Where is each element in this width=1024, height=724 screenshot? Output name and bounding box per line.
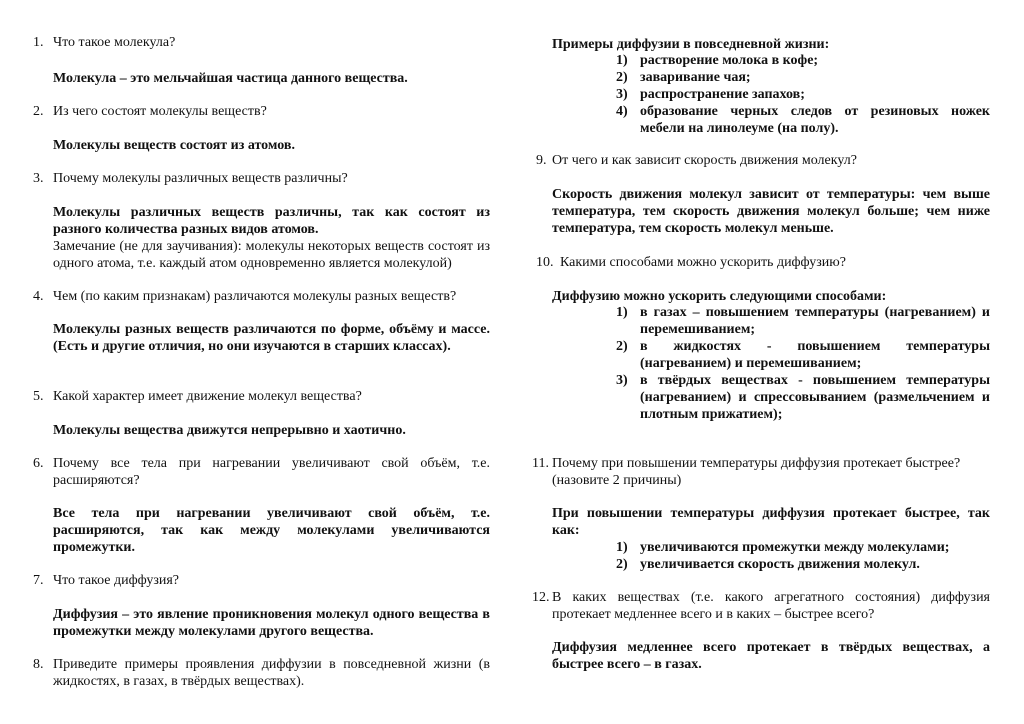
item-number: 2) — [616, 339, 628, 354]
item-text: растворение молока в кофе; — [640, 53, 819, 68]
answer-10-heading: Диффузию можно ускорить следующими способами: — [552, 289, 887, 304]
item-text: заваривание чая; — [640, 70, 751, 85]
answer-4: Молекулы разных веществ различаются по форме, объёму и массе. (Есть и другие отличия, но они изучаются в старших классах). — [53, 322, 490, 354]
item-text: увеличивается скорость движения молекул. — [640, 557, 920, 572]
answer-7: Диффузия – это явление проникновения молекул одного вещества в промежутки между молекулами другого вещества. — [53, 607, 490, 639]
examples-item-1 — [616, 52, 990, 69]
answer-1: Молекула – это мельчайшая частица данного вещества. — [53, 71, 408, 86]
question-text: Из чего состоят молекулы веществ? — [53, 104, 267, 119]
question-number: 6. — [33, 456, 44, 471]
note-3: Замечание (не для заучивания): молекулы некоторых веществ состоят из одного атома, т.е. каждый атом одновременно является молекулой) — [53, 239, 490, 271]
answer-10-item-2 — [616, 338, 990, 372]
examples-heading: Примеры диффузии в повседневной жизни: — [552, 37, 830, 52]
item-number: 1) — [616, 53, 628, 68]
answer-6: Все тела при нагревании увеличивают свой объём, т.е. расширяются, так как между молекулами увеличиваются промежутки. — [53, 506, 490, 555]
examples-item-4 — [616, 103, 990, 137]
item-text: в жидкостях - повышением температуры (нагреванием) и перемешиванием; — [640, 339, 990, 371]
question-number: 5. — [33, 389, 44, 404]
question-text: Чем (по каким признакам) различаются молекулы разных веществ? — [53, 289, 457, 304]
examples-item-2 — [616, 69, 990, 86]
question-text: Что такое молекула? — [53, 35, 176, 50]
question-6 — [33, 455, 490, 489]
question-number: 8. — [33, 657, 44, 672]
answer-11-heading: При повышении температуры диффузия протекает быстрее, так как: — [552, 506, 990, 538]
item-number: 3) — [616, 373, 628, 388]
item-text: в твёрдых веществах - повышением температуры (нагреванием) и спрессовыванием (размельчением и плотным прижатием); — [640, 373, 990, 422]
item-text: в газах – повышением температуры (нагреванием) и перемешиванием; — [640, 305, 990, 337]
question-text: Почему все тела при нагревании увеличивают свой объём, т.е. расширяются? — [53, 456, 490, 488]
question-text: Почему при повышении температуры диффузия протекает быстрее? (назовите 2 причины) — [552, 456, 961, 488]
question-number: 9. — [536, 153, 547, 168]
question-text: Какими способами можно ускорить диффузию? — [560, 255, 846, 270]
answer-11-item-1 — [616, 539, 990, 556]
question-number: 4. — [33, 289, 44, 304]
item-number: 4) — [616, 104, 628, 119]
question-8 — [33, 656, 490, 690]
question-text: Какой характер имеет движение молекул вещества? — [53, 389, 362, 404]
examples-item-3 — [616, 86, 990, 103]
question-text: В каких веществах (т.е. какого агрегатного состояния) диффузия протекает медленнее всего и в каких – быстрее всего? — [552, 590, 990, 622]
question-number: 12. — [532, 590, 550, 605]
answer-12: Диффузия медленнее всего протекает в твёрдых веществах, а быстрее всего – в газах. — [552, 640, 990, 672]
question-number: 1. — [33, 35, 44, 50]
question-text: Приведите примеры проявления диффузии в повседневной жизни (в жидкостях, в газах, в твёрдых веществах). — [53, 657, 490, 689]
question-number: 7. — [33, 573, 44, 588]
question-number: 10. — [536, 255, 554, 270]
item-number: 1) — [616, 540, 628, 555]
question-number: 11. — [532, 456, 549, 471]
answer-3: Молекулы различных веществ различны, так как состоят из разного количества разных видов атомов. — [53, 205, 490, 237]
answer-10-item-3 — [616, 372, 990, 423]
question-number: 2. — [33, 104, 44, 119]
item-number: 2) — [616, 70, 628, 85]
item-text: образование черных следов от резиновых ножек мебели на линолеуме (на полу). — [640, 104, 990, 136]
question-text: От чего и как зависит скорость движения молекул? — [552, 153, 857, 168]
answer-5: Молекулы вещества движутся непрерывно и хаотично. — [53, 423, 406, 438]
item-number: 2) — [616, 557, 628, 572]
question-11 — [532, 455, 990, 489]
question-12 — [532, 589, 990, 623]
answer-9: Скорость движения молекул зависит от температуры: чем выше температура, тем скорость движения молекул больше; чем ниже температура, тем скорость молекул меньше. — [552, 187, 990, 236]
item-number: 3) — [616, 87, 628, 102]
question-text: Почему молекулы различных веществ различны? — [53, 171, 348, 186]
answer-10-item-1 — [616, 304, 990, 338]
question-number: 3. — [33, 171, 44, 186]
item-text: распространение запахов; — [640, 87, 805, 102]
item-text: увеличиваются промежутки между молекулами; — [640, 540, 950, 555]
answer-2: Молекулы веществ состоят из атомов. — [53, 138, 295, 153]
question-text: Что такое диффузия? — [53, 573, 180, 588]
item-number: 1) — [616, 305, 628, 320]
answer-11-item-2 — [616, 556, 990, 573]
